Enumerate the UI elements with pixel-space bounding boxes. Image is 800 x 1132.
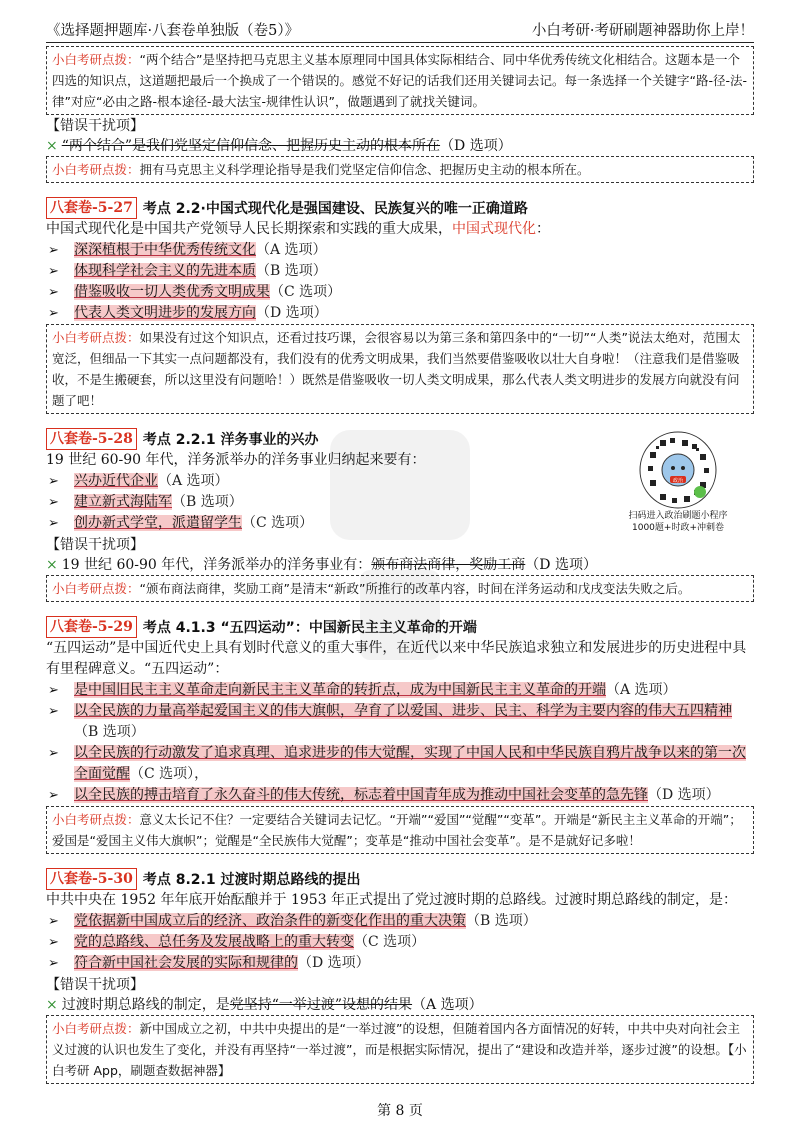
error-heading: 【错误干扰项】 [46, 537, 144, 553]
option-tail: （B 选项） [466, 913, 537, 929]
option-tail: （D 选项） [298, 955, 370, 971]
intro-text: 中国式现代化是中国共产党领导人民长期探索和实践的重大成果， [46, 221, 452, 237]
option-text: 体现科学社会主义的先进本质 [74, 263, 256, 279]
error-heading: 【错误干扰项】 [46, 977, 144, 993]
tip-box [46, 324, 754, 414]
arrow-bullet-icon: ➢ [48, 264, 59, 279]
qr-code-icon [638, 430, 718, 510]
error-option [46, 995, 754, 1015]
option-tail: （D 选项） [256, 305, 328, 321]
option-list [46, 680, 754, 806]
tip-text: 拥有马克思主义科学理论指导是我们党坚定信仰信念、把握历史主动的根本所在。 [139, 162, 590, 177]
tip-text: 意义太长记不住？一定要结合关键词去记忆。“开端”“爱国”“觉醒”“变革”。开端是“新民主主义革命的开端”；爱国是“爱国主义伟大旗帜”；觉醒是“全民族伟大觉醒”；变革是“推动中国社会变革”。是不是就好记多啦！ [52, 812, 742, 848]
option-item [46, 911, 754, 932]
header-right-slogan: 小白考研·考研刷题神器助你上岸！ [531, 23, 754, 39]
section-title: 考点 8.2.1 过渡时期总路线的提出 [142, 872, 361, 888]
section-title: 考点 2.2·中国式现代化是强国建设、民族复兴的唯一正确道路 [142, 201, 528, 217]
tip-text: 新中国成立之初，中共中央提出的是“一举过渡”的设想，但随着国内各方面情况的好转，中共中央对向社会主义过渡的认识也发生了变化，并没有再坚持“一举过渡”，而是根据实际情况，提出了“建设和改造并举，逐步过渡”的设想。【小白考研 App，刷题查数据神器】 [52, 1021, 747, 1078]
tip-label: 小白考研点拨： [52, 330, 140, 345]
qr-caption: 扫码进入政治刷题小程序 1000题+时政+冲刺卷 [628, 511, 728, 533]
error-heading: 【错误干扰项】 [46, 118, 144, 134]
error-tail: （A 选项） [412, 997, 483, 1013]
arrow-bullet-icon: ➢ [48, 243, 59, 258]
error-text: 党坚持“一举过渡”设想的结果 [229, 997, 413, 1013]
section-title: 考点 4.1.3 “五四运动”：中国新民主主义革命的开端 [142, 620, 477, 636]
page-header [46, 14, 754, 43]
intro-paragraph: “五四运动”是中国近代史上具有划时代意义的重大事件，在近代以来中华民族追求独立和发展进步的历史进程中具有里程碑意义。“五四运动”： [46, 640, 747, 677]
option-item [46, 680, 754, 701]
tip-label: 小白考研点拨： [52, 581, 140, 596]
error-text: 颁布商法商律，奖励工商 [371, 557, 526, 573]
question-tag: 八套卷-5-28 [46, 428, 137, 450]
option-list [46, 911, 754, 974]
option-tail: （B 选项） [256, 263, 327, 279]
arrow-bullet-icon: ➢ [48, 788, 59, 803]
arrow-bullet-icon: ➢ [48, 285, 59, 300]
option-item [46, 303, 754, 324]
error-tail: （D 选项） [440, 138, 512, 154]
intro-highlight: 中国式现代化 [452, 221, 536, 237]
option-item [46, 282, 754, 303]
option-tail: （A 选项） [606, 682, 677, 698]
error-prefix: 19 世纪 60-90 年代，洋务派举办的洋务事业有： [61, 557, 372, 573]
question-tag: 八套卷-5-29 [46, 616, 137, 638]
arrow-bullet-icon: ➢ [48, 306, 59, 321]
section-heading [46, 616, 754, 638]
tip-box [46, 156, 754, 183]
page-number: 第 8 页 [377, 1103, 423, 1119]
arrow-bullet-icon: ➢ [48, 935, 59, 950]
option-text: 党依据新中国成立后的经济、政治条件的新变化作出的重大决策 [74, 913, 466, 929]
tip-box [46, 1015, 754, 1084]
option-text: 创办新式学堂，派遣留学生 [74, 515, 242, 531]
option-text: 深深植根于中华优秀传统文化 [74, 242, 256, 258]
option-tail: （B 选项） [74, 724, 145, 740]
intro-paragraph: 中共中央在 1952 年年底开始酝酿并于 1953 年正式提出了党过渡时期的总路线。过渡时期总路线的制定，是： [46, 892, 738, 908]
intro-colon: ： [536, 221, 550, 237]
error-prefix: 过渡时期总路线的制定，是 [61, 997, 230, 1013]
wrong-mark-icon: × [46, 557, 58, 573]
intro-paragraph: 19 世纪 60-90 年代，洋务派举办的洋务事业归纳起来要有： [46, 452, 426, 468]
arrow-bullet-icon: ➢ [48, 746, 59, 761]
tip-text: 如果没有过这个知识点，还看过技巧课，会很容易以为第三条和第四条中的“一切”“人类”说法太绝对，范围太宽泛，但细品一下其实一点问题都没有，我们没有的优秀文明成果，我们当然要借鉴吸收以壮大自身啦！（注意我们是借鉴吸收，不是生搬硬套，所以这里没有问题哈！）既然是借鉴吸收一切人类文明成果，那么代表人类文明进步的发展方向就没有问题了吧！ [52, 330, 741, 408]
option-item [46, 261, 754, 282]
option-tail: （A 选项） [158, 473, 229, 489]
error-option [46, 136, 754, 156]
error-tail: （D 选项） [525, 557, 597, 573]
option-text: 符合新中国社会发展的实际和规律的 [74, 955, 298, 971]
option-tail: （D 选项） [648, 787, 720, 803]
question-tag: 八套卷-5-27 [46, 197, 137, 219]
tip-label: 小白考研点拨： [52, 1021, 140, 1036]
qr-badge-text: 政治 [672, 478, 684, 484]
option-text: 党的总路线、总任务及发展战略上的重大转变 [74, 934, 354, 950]
tip-label: 小白考研点拨： [52, 162, 140, 177]
option-text: 借鉴吸收一切人类优秀文明成果 [74, 284, 270, 300]
page-content [46, 46, 754, 1084]
option-item [46, 701, 754, 743]
arrow-bullet-icon: ➢ [48, 683, 59, 698]
tip-text: “两个结合”是坚持把马克思主义基本原理同中国具体实际相结合、同中华优秀传统文化相结合。这题本是一个四选的知识点，这道题把最后一个换成了一个错误的。感觉不好记的话我们还用关键词去记。每一条选择一个关键字“路-径-法-律”对应“必由之路-根本途径-最大法宝-规律性认识”，做题遇到了就找关键词。 [52, 52, 748, 109]
option-tail: （C 选项） [242, 515, 314, 531]
tip-box [46, 575, 754, 602]
option-item [46, 953, 754, 974]
option-text: 以全民族的搏击培育了永久奋斗的伟大传统，标志着中国青年成为推动中国社会变革的急先锋 [74, 787, 648, 803]
arrow-bullet-icon: ➢ [48, 956, 59, 971]
option-text: 兴办近代企业 [74, 473, 158, 489]
option-tail: （C 选项） [354, 934, 426, 950]
wrong-mark-icon: × [46, 997, 58, 1013]
error-option [46, 555, 754, 575]
option-item [46, 240, 754, 261]
error-text: “两个结合”是我们党坚定信仰信念、把握历史主动的根本所在 [61, 138, 441, 154]
tip-box [46, 806, 754, 854]
option-text: 以全民族的力量高举起爱国主义的伟大旗帜，孕育了以爱国、进步、民主、科学为主要内容的伟大五四精神 [74, 703, 732, 719]
option-text: 代表人类文明进步的发展方向 [74, 305, 256, 321]
arrow-bullet-icon: ➢ [48, 704, 59, 719]
option-tail: （A 选项） [256, 242, 327, 258]
qr-code-card[interactable] [619, 430, 737, 534]
arrow-bullet-icon: ➢ [48, 914, 59, 929]
option-tail: （C 选项）， [130, 766, 209, 782]
option-tail: （B 选项） [172, 494, 243, 510]
header-left-title: 《选择题押题库·八套卷单独版（卷5）》 [46, 23, 300, 39]
arrow-bullet-icon: ➢ [48, 516, 59, 531]
arrow-bullet-icon: ➢ [48, 474, 59, 489]
option-item [46, 932, 754, 953]
option-list [46, 240, 754, 324]
option-text: 以全民族的行动激发了追求真理、追求进步的伟大觉醒，实现了中国人民和中华民族自鸦片战争以来的第一次全面觉醒 [74, 745, 746, 782]
option-item [46, 785, 754, 806]
option-text: 是中国旧民主主义革命走向新民主主义革命的转折点，成为中国新民主主义革命的开端 [74, 682, 606, 698]
intro-paragraph [46, 219, 754, 240]
section-title: 考点 2.2.1 洋务事业的兴办 [142, 432, 319, 448]
wrong-mark-icon: × [46, 138, 58, 154]
option-tail: （C 选项） [270, 284, 342, 300]
arrow-bullet-icon: ➢ [48, 495, 59, 510]
tip-box [46, 46, 754, 115]
tip-text: “颁布商法商律，奖励工商”是清末“新政”所推行的改革内容，时间在洋务运动和戊戌变法失败之后。 [139, 581, 691, 596]
option-item [46, 743, 754, 785]
section-heading [46, 197, 754, 219]
option-text: 建立新式海陆军 [74, 494, 172, 510]
question-tag: 八套卷-5-30 [46, 868, 137, 890]
tip-label: 小白考研点拨： [52, 52, 140, 67]
section-heading [46, 868, 754, 890]
tip-label: 小白考研点拨： [52, 812, 140, 827]
